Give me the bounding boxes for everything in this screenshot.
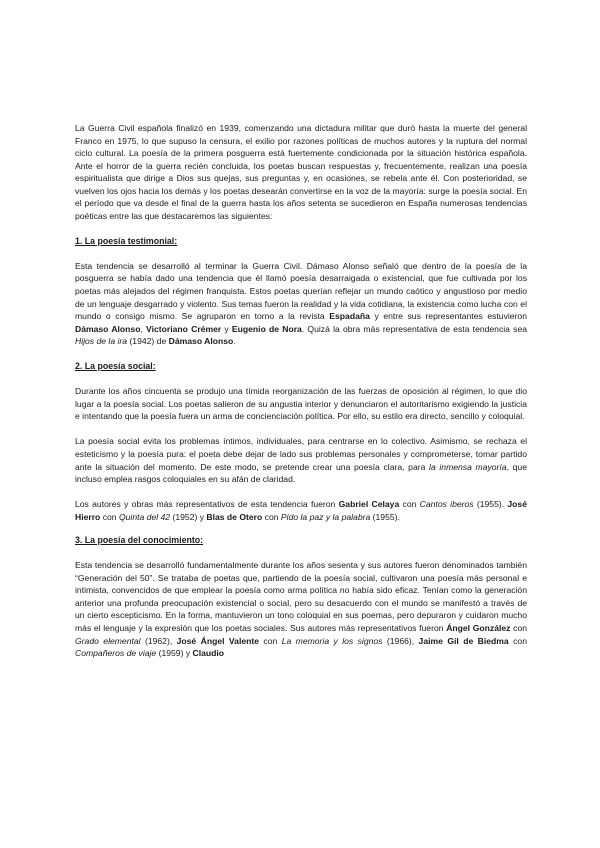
author-name: José Hierro <box>75 499 527 522</box>
work-title: Grado elemental <box>75 635 141 646</box>
author-name: Gabriel Celaya <box>338 499 400 510</box>
author-name: Jaime Gil de Biedma <box>418 635 509 646</box>
testimonial-paragraph: Esta tendencia se desarrolló al terminar la Guerra Civil. Dámaso Alonso señaló que dentro de la poesía de la posguerra se había dado una tendencia que él llamó poesía desarraigada o existencial, que fue cultivada por los poetas más alejados del régimen franquista. Estos poetas querían reflejar un mundo caótico y angustioso por medio de un lenguaje desgarrado y violento. Sus temas fueron la realidad y la vida cotidiana, la existencia como lucha con el mundo o consigo mismo. Se agruparon en torno a la revista Espadaña y entre sus representantes estuvieron Dámaso Alonso, Victoriano Crémer y Eugenio de Nora. Quizá la obra más representativa de esta tendencia sea Hijos de la ira (1942) de Dámaso Alonso. <box>75 260 528 347</box>
author-name: Blas de Otero <box>206 511 263 522</box>
author-name: Eugenio de Nora <box>231 323 302 334</box>
work-title: Hijos de la ira <box>75 336 128 347</box>
work-title: Compañeros de viaje <box>75 648 157 659</box>
quoted-phrase: la inmensa mayoría <box>429 461 507 472</box>
social-paragraph-3: Los autores y obras más representativos de esta tendencia fueron Gabriel Celaya con Cantos iberos (1955). José Hierro con Quinta del 42 (1952) y Blas de Otero con Pido la paz y la palabra (1955). <box>75 499 527 522</box>
author-name: José Ángel Valente <box>176 635 260 646</box>
author-name: Victoriano Crémer <box>146 323 222 334</box>
social-paragraph-2: La poesía social evita los problemas íntimos, individuales, para centrarse en lo colectivo. Asimismo, se rechaza el esteticismo y la poesía pura: el poeta debe dejar de lado sus problemas personales y comprometerse, tomar partido ante la situación del momento. De este modo, se pretende crear una poesía clara, para la inmensa mayoría, que incluso emplea rasgos coloquiales en su afán de claridad. <box>75 436 527 485</box>
author-name: Dámaso Alonso <box>168 336 234 347</box>
author-name: Ángel González <box>446 623 511 633</box>
author-name: Claudio <box>192 648 225 659</box>
social-paragraph-1: Durante los años cincuenta se produjo una tímida reorganización de las fuerzas de oposición al régimen, lo que dio lugar a la poesía social. Los poetas salieron de su angustia interior y denunciaron el autoritarismo exigiendo la justicia e intentando que la poesía fuera un arma de concienciación política. Por ello, su estilo era directo, sencillo y coloquial. <box>75 386 527 422</box>
section-heading-testimonial: 1. La poesía testimonial: <box>75 235 178 246</box>
work-title: Cantos iberos <box>419 499 474 510</box>
magazine-name: Espadaña <box>329 311 370 322</box>
author-name: Dámaso Alonso <box>75 323 141 334</box>
intro-paragraph: La Guerra Civil española finalizó en 1939, comenzando una dictadura militar que duró hasta la muerte del general Franco en 1975, lo que supuso la censura, el exilio por razones políticas de muchos autores y la ruptura del normal ciclo cultural. La poesía de la primera posguerra está fuertemente condicionada por la situación histórica española. Ante el horror de la guerra recién concluida, los poetas buscan respuestas y, frecuentemente, realizan una poesía espiritualista que dirige a Dios sus quejas, sus preguntas y, en ocasiones, se rebela ante él. Con posterioridad, se vuelven los ojos hacia los demás y los poetas desearán convertirse en la voz de la mayoría: surge la poesía social. En el período que va desde el final de la guerra hasta los años setenta se sucedieron en España numerosas tendencias poéticas entre las que destacaremos las siguientes: <box>75 123 527 221</box>
work-title: Pido la paz y la palabra <box>280 511 371 522</box>
document-body <box>75 122 527 660</box>
section-heading-knowledge: 3. La poesía del conocimiento: <box>75 535 204 546</box>
work-title: La memoria y los signos <box>281 635 383 646</box>
work-title: Quinta del 42 <box>118 511 171 522</box>
section-heading-social: 2. La poesía social: <box>75 361 156 372</box>
knowledge-paragraph: Esta tendencia se desarrolló fundamentalmente durante los años sesenta y sus autores fueron denominados también “Generación del 50”. Se trataba de poetas que, partiendo de la poesía social, cultivaron una poesía más personal e intimista, convencidos de que emplear la poesía como arma política no había sido eficaz. Tenían como la generación anterior una profunda preocupación existencial o social, pero su desacuerdo con el mundo se manifestó a través de un cierto escepticismo. En la forma, mantuvieron un tono coloquial en sus poemas, pero depuraron y cuidaron mucho más el lenguaje y la expresión que los poetas sociales. Sus autores más representativos fueron Ángel González con Grado elemental (1962), José Ángel Valente con La memoria y los signos (1966), Jaime Gil de Biedma con Compañeros de viaje (1959) y Claudio <box>75 560 527 659</box>
